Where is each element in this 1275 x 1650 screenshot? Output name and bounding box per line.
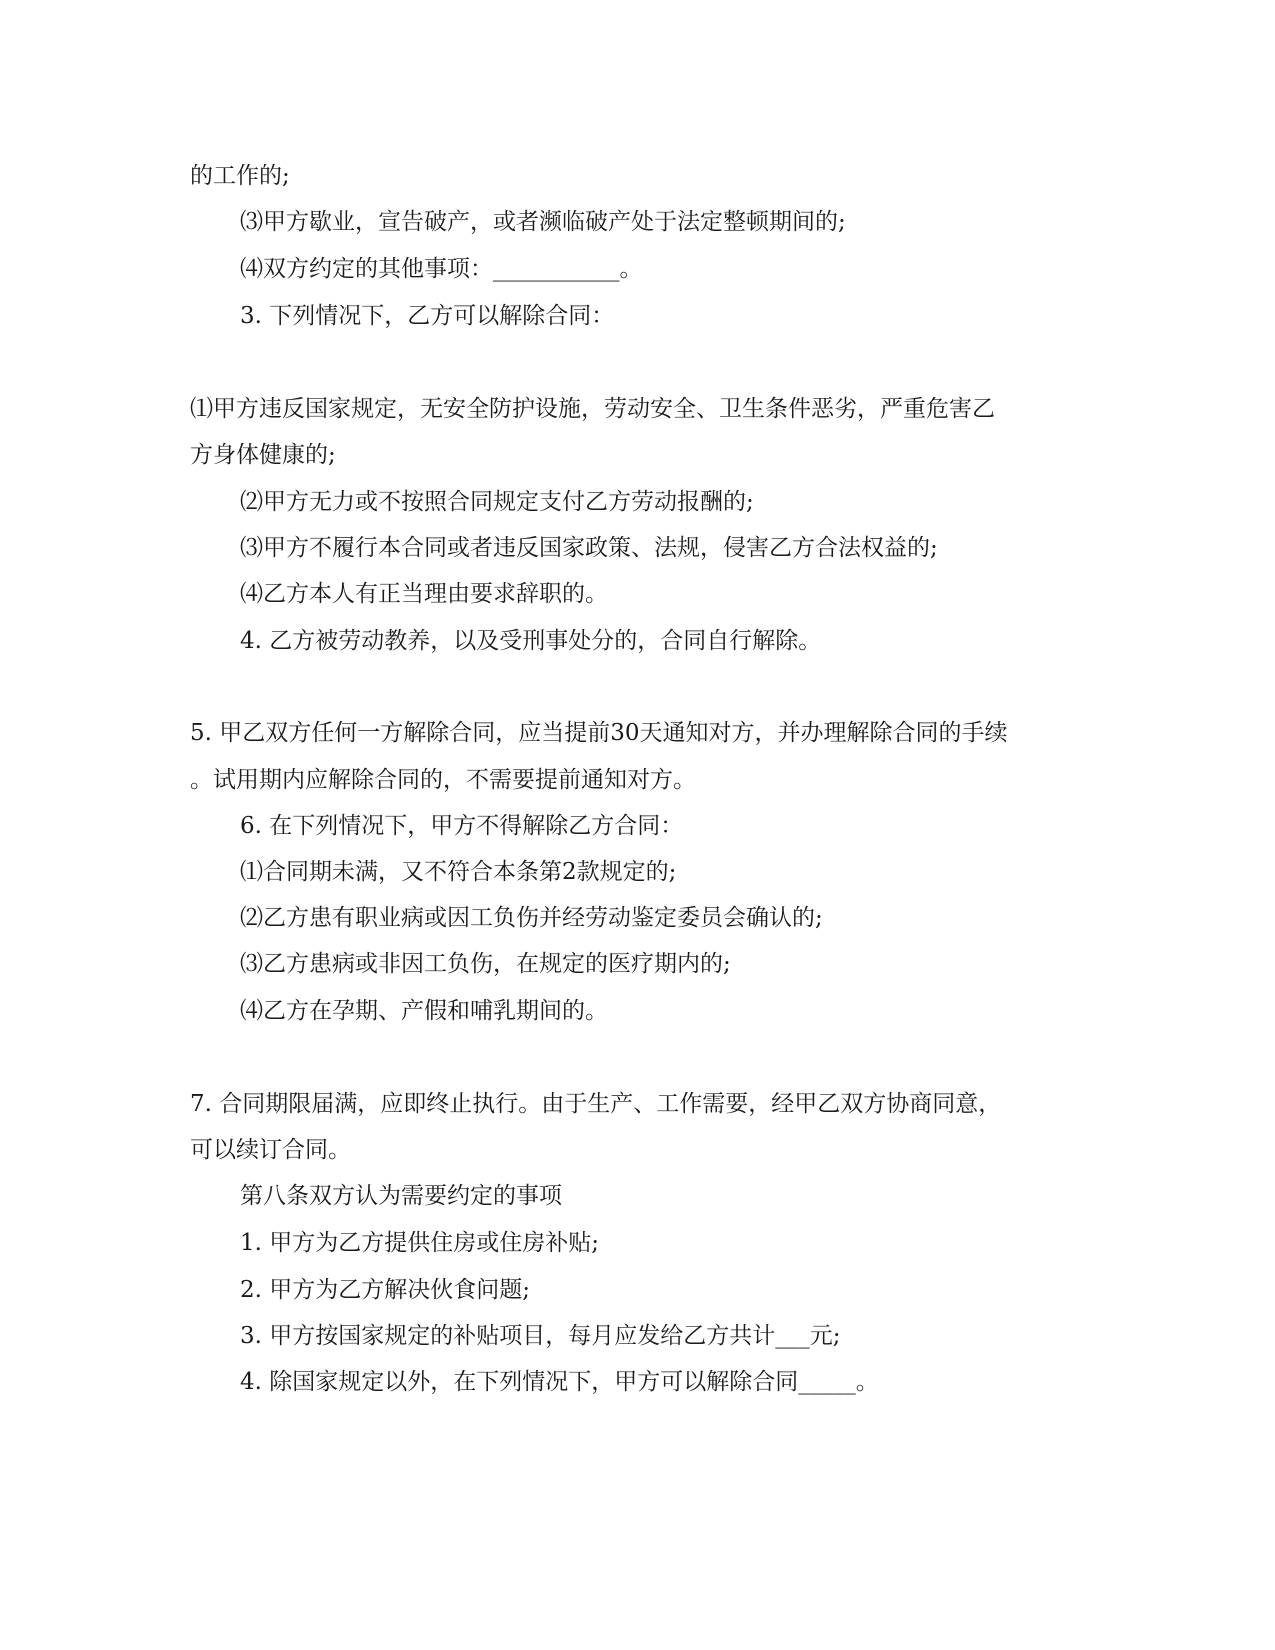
text-line: ⑷乙方本人有正当理由要求辞职的。 <box>240 581 608 607</box>
text-line: 的工作的; <box>190 163 290 189</box>
text-line: 6. 在下列情况下，甲方不得解除乙方合同： <box>240 813 684 839</box>
text-line: ⑶乙方患病或非因工负伤，在规定的医疗期内的; <box>240 951 731 977</box>
text-line: 方身体健康的; <box>190 442 336 468</box>
text-line: ⑶甲方歇业，宣告破产，或者濒临破产处于法定整顿期间的; <box>240 209 846 235</box>
section-heading: 第八条双方认为需要约定的事项 <box>240 1183 562 1209</box>
text-line: ⑴合同期未满，又不符合本条第2款规定的; <box>240 859 677 885</box>
text-line: 2. 甲方为乙方解决伙食问题; <box>240 1277 531 1303</box>
text-line: ⑶甲方不履行本合同或者违反国家政策、法规，侵害乙方合法权益的; <box>240 535 938 561</box>
text-line: 5. 甲乙双方任何一方解除合同，应当提前30天通知对方，并办理解除合同的手续 <box>190 720 1008 746</box>
text-line: 。试用期内应解除合同的，不需要提前通知对方。 <box>190 767 696 793</box>
text-line: ⑷乙方在孕期、产假和哺乳期间的。 <box>240 998 608 1024</box>
text-line: 7. 合同期限届满，应即终止执行。由于生产、工作需要，经甲乙双方协商同意， <box>190 1091 1002 1117</box>
text-line: 4. 乙方被劳动教养，以及受刑事处分的，合同自行解除。 <box>240 628 822 654</box>
text-line: ⑴甲方违反国家规定，无安全防护设施，劳动安全、卫生条件恶劣，严重危害乙 <box>190 396 995 422</box>
text-line: 可以续订合同。 <box>190 1137 351 1163</box>
text-line: 4. 除国家规定以外，在下列情况下，甲方可以解除合同_____。 <box>240 1369 879 1395</box>
text-line: ⑵甲方无力或不按照合同规定支付乙方劳动报酬的; <box>240 489 754 515</box>
text-line: ⑷双方约定的其他事项：___________。 <box>240 256 643 282</box>
text-line: 3. 甲方按国家规定的补贴项目，每月应发给乙方共计___元; <box>240 1323 841 1349</box>
text-line: 1. 甲方为乙方提供住房或住房补贴; <box>240 1230 600 1256</box>
text-line: ⑵乙方患有职业病或因工负伤并经劳动鉴定委员会确认的; <box>240 905 823 931</box>
text-line: 3. 下列情况下，乙方可以解除合同： <box>240 303 615 329</box>
